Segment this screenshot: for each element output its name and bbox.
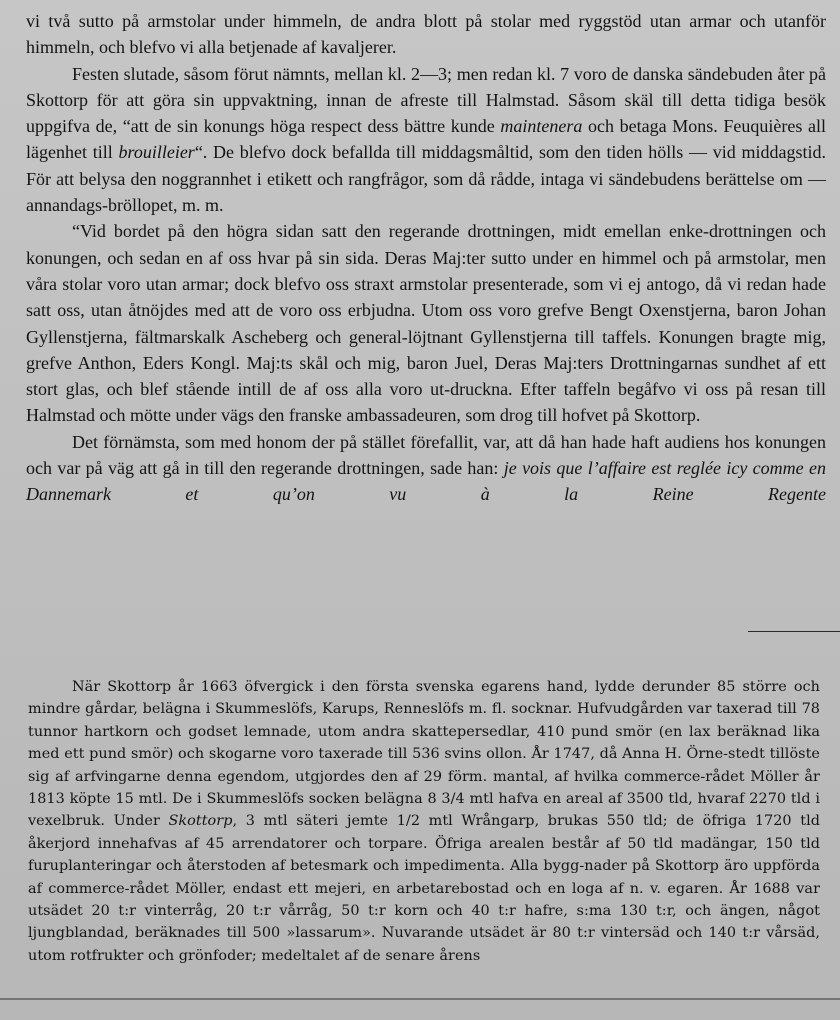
- italic-maintenera: maintenera: [500, 116, 583, 137]
- main-text: [26, 8, 826, 508]
- paragraph-2: [26, 61, 826, 219]
- footnote-part-a: När Skottorp år 1663 öfvergick i den första svenska egarens hand, lydde derunder 85 större och mindre gårdar, belägna i Skummeslöfs, Karups, Renneslöfs m. fl. socknar. Hufvudgården var taxerad till 78 tunnor hartkorn och godset lemnade, utom andra skattepersedlar, 410 pund smör (en lax beräknad lika med ett pund smör) och skogarne voro taxerade till 536 svins ollon. År 1747, då Anna H. Örne-stedt tillöste sig af arfvingarne denna egendom, utgjordes den af 29 förm. mantal, af hvilka commerce-rådet Möller år 1813 köpte 15 mtl. De i Skummeslöfs socken belägna 8 3/4 mtl hafva en areal af 3500 tld, hvaraf 2270 tld i vexelbruk. Under: [28, 679, 820, 830]
- paragraph-2-part-b: och betaga Mons. Feuquières all lägenhet till: [26, 116, 827, 163]
- paragraph-3: “Vid bordet på den högra sidan satt den regerande drottningen, midt emellan enke-drottningen och konungen, och sedan en af oss hvar på sin sida. Deras Maj:ter sutto under en himmel och på armstolar, men våra stolar voro utan armar; dock blefvo oss straxt armstolar presenterade, som vi ej antogo, då vi redan hade satt oss, utan åtnöjdes med att de voro oss erbjudna. Utom oss voro grefve Bengt Oxenstjerna, baron Johan Gyllenstjerna, fältmarskalk Ascheberg och general-löjtnant Gyllenstjerna till taffels. Konungen bragte mig, grefve Anthon, Eders Kongl. Maj:ts skål och mig, baron Juel, Deras Maj:ters Drottningarnas sundhet af ett stort glas, och blef stående intill de af oss alla voro ut-druckna. Efter taffeln begåfvo vi oss på resan till Halmstad och mötte under vägs den franske ambassadeuren, som drog till hofvet på Skottorp.: [26, 221, 826, 426]
- paragraph-2-part-a: Festen slutade, såsom förut nämnts, mellan kl. 2—3; men redan kl. 7 voro de danska sändebuden åter på Skottorp för att göra sin uppvaktning, innan de afreste till Halmstad. Såsom skäl till detta tidiga besök uppgifva de, “att de sin konungs höga respect dess bättre kunde: [26, 63, 826, 137]
- footnote: [28, 676, 820, 967]
- italic-skottorp: Skottorp: [168, 813, 233, 830]
- footnote-part-b: , 3 mtl säteri jemte 1/2 mtl Wrångarp, brukas 550 tld; de öfriga 1720 tld åkerjord innehafvas af 45 arrendatorer och torpare. Öfriga arealen består af 50 tld madängar, 150 tld furuplanteringar och återstoden af betesmark och impedimenta. Alla bygg-nader på Skottorp äro uppförda af commerce-rådet Möller, endast ett mejeri, en arbetarebostad och en loga af n. v. egaren. År 1688 var utsädet 20 t:r vinterråg, 20 t:r vårråg, 50 t:r korn och 40 t:r hafre, s:ma 130 t:r, och ängen, något ljungblandad, beräknades till 500 »lassarum». Nuvarande utsädet är 80 t:r vintersäd och 140 t:r vårsäd, utom rotfrukter och grönfoder; medeltalet af de senare årens: [28, 813, 820, 964]
- page-bottom-edge: [0, 998, 840, 1000]
- italic-brouilleier: brouilleier: [118, 142, 195, 163]
- footnote-paragraph: [28, 676, 820, 967]
- footnote-separator-rule: [748, 631, 840, 632]
- paragraph-4-part-a: Det förnämsta, som med honom der på stället förefallit, var, att då han hade haft audiens hos konungen och var på väg att gå in till den regerande drottningen, sade han:: [26, 431, 826, 479]
- paragraph-2-part-c: “. De blefvo dock befallda till middagsmåltid, som den tiden hölls — vid middagstid. För att belysa den noggrannhet i etikett och rangfrågor, som då rådde, intaga vi sändebudens berättelse om — annandags-bröllopet, m. m.: [26, 142, 826, 216]
- paragraph-4: [26, 429, 826, 508]
- paragraph-1: vi två sutto på armstolar under himmeln, de andra blott på stolar med ryggstöd utan armar och utanför himmeln, och blefvo vi alla betjenade af kavaljerer.: [26, 11, 826, 58]
- italic-french-quote: je vois que l’affaire est reglée icy comme en Dannemark et qu’on vu à la Reine Regente: [26, 458, 826, 505]
